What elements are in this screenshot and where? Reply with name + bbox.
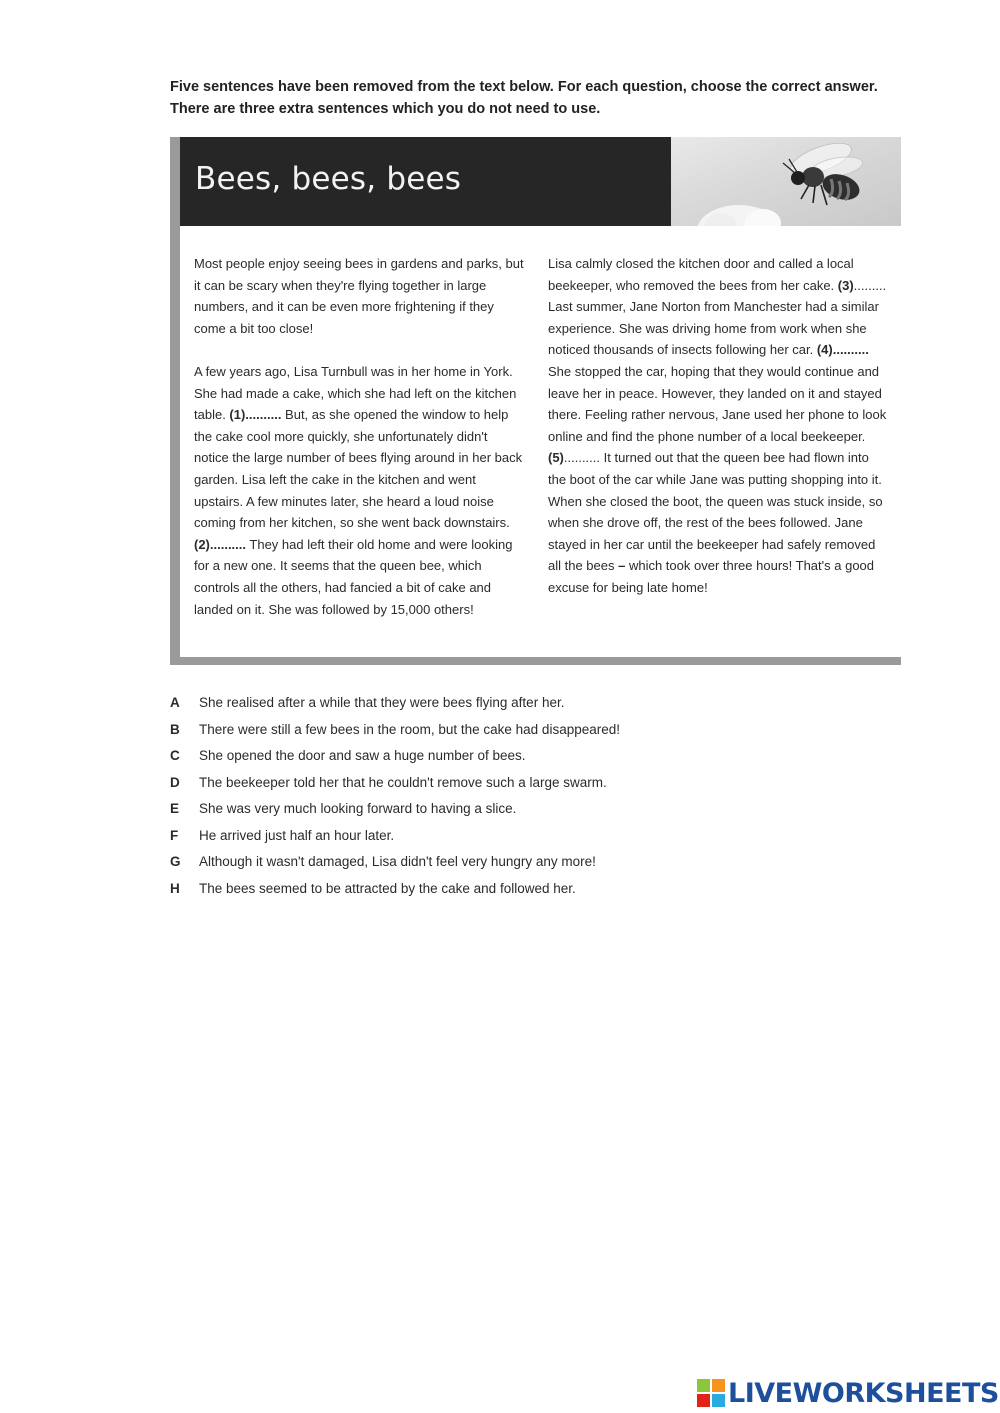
bee-icon (671, 137, 901, 226)
article-left-column (194, 253, 524, 642)
option-b (170, 717, 900, 744)
logo-square-green (697, 1379, 710, 1392)
option-f (170, 823, 900, 850)
option-text: The bees seemed to be attracted by the cake and followed her. (199, 880, 576, 896)
text-segment: They had left their old home and were looking for a new one. It seems that the queen bee, which controls all the others, had fancied a bit of cake and landed on it. She was followed by 15,000 others! (194, 536, 513, 617)
option-letter: C (170, 748, 180, 763)
title-bar (180, 137, 671, 226)
option-letter: G (170, 854, 181, 869)
gap-2[interactable]: (2).......... (194, 536, 247, 552)
logo-square-blue (712, 1394, 725, 1407)
article-right-column (548, 253, 888, 620)
option-letter: H (170, 880, 180, 896)
gap-1[interactable]: (1).......... (229, 407, 282, 423)
option-letter: D (170, 774, 180, 790)
logo-square-orange (712, 1379, 725, 1392)
text-segment: She stopped the car, hoping that they would continue and leave her in peace. However, they landed on it and stayed there. Feeling rather nervous, Jane used her phone to look online and find the phone number of a local beekeeper. (548, 363, 887, 444)
liveworksheets-brand[interactable] (696, 1378, 999, 1408)
text-segment: which took over three hours! That's a good excuse for being late home! (548, 558, 875, 595)
option-a (170, 690, 900, 717)
option-c (170, 743, 900, 770)
paragraph-jane (548, 253, 888, 599)
option-letter: E (170, 801, 180, 816)
option-letter: A (170, 695, 180, 710)
gap-4[interactable]: (4).......... (816, 342, 869, 358)
text-segment: .......... It turned out that the queen bee had flown into the boot of the car while Jane was putting shopping into it. When she closed the boot, the queen was stuck inside, so when she drove off, the rest of the bees followed. Jane stayed in her car until the beekeeper had safely removed all the bees (548, 450, 883, 574)
option-d (170, 770, 900, 797)
option-g (170, 849, 900, 876)
article-frame (170, 137, 901, 665)
gap-5[interactable]: (5) (548, 450, 564, 466)
paragraph-lisa (194, 361, 524, 620)
article-title: Bees, bees, bees (195, 161, 462, 197)
option-letter: B (170, 721, 180, 737)
instructions: Five sentences have been removed from the text below. For each question, choose the correct answer. There are three extra sentences which you do not need to use. (170, 79, 878, 117)
text-segment: ......... Last summer, Jane Norton from Manchester had a similar experience. She was driving home from work when she noticed thousands of insects following her car. (548, 277, 887, 358)
option-text: She was very much looking forward to having a slice. (199, 801, 517, 816)
dash: – (618, 558, 626, 574)
paragraph-intro: Most people enjoy seeing bees in gardens and parks, but it can be scary when they're flying together in large numbers, and it can be even more frightening if they come a bit too close! (194, 256, 524, 336)
option-e (170, 796, 900, 823)
option-text: She realised after a while that they were bees flying after her. (199, 695, 565, 710)
text-segment: A few years ago, Lisa Turnbull was in her home in York. She had made a cake, which she had left on the kitchen table. (194, 363, 517, 423)
option-text: There were still a few bees in the room, but the cake had disappeared! (199, 721, 620, 737)
option-text: She opened the door and saw a huge number of bees. (199, 748, 526, 763)
bee-photo (671, 137, 901, 226)
option-text: Although it wasn't damaged, Lisa didn't feel very hungry any more! (199, 854, 596, 869)
article-panel (180, 137, 901, 657)
answer-options (170, 690, 900, 902)
brand-name: LIVEWORKSHEETS (728, 1377, 999, 1409)
liveworksheets-logo-icon (696, 1378, 726, 1408)
logo-square-red (697, 1394, 710, 1407)
option-letter: F (170, 827, 179, 843)
option-text: He arrived just half an hour later. (199, 827, 395, 843)
text-segment: But, as she opened the window to help the cake cool more quickly, she unfortunately didn't notice the large number of bees flying around in her back garden. Lisa left the cake in the kitchen and went upstairs. A few minutes later, she heard a loud noise coming from her kitchen, so she went back downstairs. (194, 407, 523, 531)
text-segment: Lisa calmly closed the kitchen door and called a local beekeeper, who removed the bees from her cake. (548, 256, 854, 293)
option-h (170, 876, 900, 903)
option-text: The beekeeper told her that he couldn't remove such a large swarm. (199, 774, 607, 790)
gap-3[interactable]: (3) (837, 277, 854, 293)
